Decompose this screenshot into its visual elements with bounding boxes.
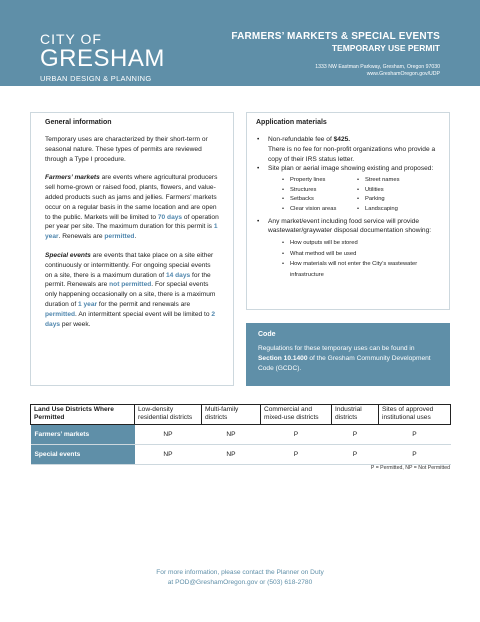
column-header: Land Use Districts Where Permitted: [31, 405, 135, 425]
application-list: [256, 135, 440, 280]
se-text-3: . For special events only happening occasionally on a site, there is a maximum duration of: [45, 281, 216, 308]
table-cell: P: [332, 425, 379, 445]
fm-text-1: are events where agricultural producers sell home-grown or raised food, plants, flowers, and value-added products such as jams and jellies. Farmers’ markets occur on a regular basis in the same location and are open to the public. Markets will be limited to: [45, 174, 218, 221]
column-header: Multi-family districts: [202, 405, 261, 425]
city-logo: [40, 32, 165, 83]
table-cell: NP: [135, 425, 202, 445]
footer-line-2[interactable]: at POD@GreshamOregon.gov or (503) 618-2780: [167, 579, 313, 586]
list-item: • Structures: [282, 186, 357, 196]
application-materials-panel: [246, 112, 450, 310]
list-item: • Parking: [357, 195, 432, 205]
table-cell: P: [332, 445, 379, 465]
logo-gresham: GRESHAM: [40, 45, 165, 72]
row-label: Farmers’ markets: [31, 425, 135, 445]
code-text-1: Regulations for these temporary uses can be found in: [258, 345, 415, 352]
document-title: [231, 31, 440, 53]
farmers-markets-paragraph: [45, 173, 219, 242]
fm-end: .: [134, 233, 137, 241]
se-text-6: per week.: [60, 320, 91, 328]
table-legend: P = Permitted, NP = Not Permitted: [370, 465, 450, 471]
list-item: • How outputs will be stored: [282, 238, 440, 249]
column-header: Commercial and mixed-use districts: [261, 405, 332, 425]
general-intro: Temporary uses are characterized by their short-term or seasonal nature. These types of permits are reviewed through a Type I procedure.: [45, 136, 208, 163]
table-row: [31, 425, 451, 445]
special-events-label: Special events: [45, 251, 91, 259]
code-text: [258, 344, 438, 373]
districts-table: [30, 404, 451, 465]
application-heading: Application materials: [256, 119, 327, 126]
logo-city: CITY OF: [40, 31, 102, 47]
table-header-row: [31, 405, 451, 425]
se-permitted: permitted: [45, 310, 76, 318]
table-cell: NP: [202, 425, 261, 445]
department-name: URBAN DESIGN & PLANNING: [40, 74, 152, 83]
column-header: Industrial districts: [332, 405, 379, 425]
se-text-2: for the permit. Renewals are: [45, 271, 211, 289]
se-2days: 2 days: [45, 310, 216, 328]
fm-text-2: of operation per year per site. The maximum duration for this permit is: [45, 213, 219, 231]
general-information-panel: [30, 112, 234, 386]
se-text-5: . An intermittent special event will be limited to: [75, 310, 212, 318]
table-row: [31, 445, 451, 465]
table-cell: NP: [135, 445, 202, 465]
table-cell: NP: [202, 445, 261, 465]
footer-contact: [0, 568, 480, 588]
farmers-markets-label: Farmers’ markets: [45, 174, 100, 182]
list-item: • Landscaping: [357, 205, 432, 215]
title-sub: TEMPORARY USE PERMIT: [331, 43, 440, 53]
fm-permitted: permitted: [104, 233, 135, 241]
fee-amount: $425.: [333, 136, 351, 143]
list-item: • How materials will not enter the City’s wastewater infrastructure: [282, 259, 440, 280]
table-cell: P: [261, 445, 332, 465]
footer-line-1: For more information, please contact the Planner on Duty: [156, 569, 324, 576]
header-banner: [0, 0, 480, 86]
wastewater-sublist: [268, 238, 440, 280]
fee-prefix: Non-refundable fee of: [268, 136, 334, 143]
address-block: [315, 64, 440, 78]
table-cell: P: [261, 425, 332, 445]
fm-days: 70 days: [157, 213, 183, 221]
column-header: Low-density residential districts: [135, 405, 202, 425]
list-item: • Clear vision areas: [282, 205, 357, 215]
list-item: • What method will be used: [282, 249, 440, 260]
site-plan-item: [256, 164, 440, 214]
list-item: • Setbacks: [282, 195, 357, 205]
code-panel: [246, 323, 450, 386]
general-heading: General information: [45, 119, 112, 126]
se-text-4: for the permit and renewals are: [97, 300, 191, 308]
se-not-permitted: not permitted: [109, 281, 152, 289]
row-label: Special events: [31, 445, 135, 465]
website-link[interactable]: www.GreshamOregon.gov/UDP: [366, 71, 440, 77]
se-days: 14 days: [165, 271, 191, 279]
list-item: • Property lines: [282, 176, 357, 186]
se-text-1: are events that take place on a site either continuously or intermittently. For ongoing special events on a site, there is a maximum duration of: [45, 251, 214, 279]
title-main: FARMERS’ MARKETS & SPECIAL EVENTS: [231, 31, 440, 42]
wastewater-text: Any market/event including food service will provide wastewater/graywater disposal documentation showing:: [268, 217, 432, 235]
list-item: • Utilities: [357, 186, 432, 196]
address: 1333 NW Eastman Parkway, Gresham, Oregon 97030: [315, 64, 440, 70]
fee-note: There is no fee for non-profit organizations who provide a copy of their IRS status letter.: [268, 145, 436, 163]
site-plan-features: [268, 176, 440, 214]
wastewater-item: [256, 217, 440, 281]
list-item: • Street names: [357, 176, 432, 186]
table-cell: P: [379, 425, 451, 445]
fm-year: 1 year: [45, 223, 218, 241]
se-year: 1 year: [78, 300, 98, 308]
code-heading: Code: [258, 331, 276, 338]
fm-text-3: . Renewals are: [58, 233, 105, 241]
fee-item: [256, 135, 440, 164]
code-section: Section 10.1400: [258, 354, 308, 362]
special-events-paragraph: [45, 251, 219, 329]
site-plan-text: Site plan or aerial image showing existing and proposed:: [268, 165, 434, 173]
table-cell: P: [379, 445, 451, 465]
column-header: Sites of approved institutional uses: [379, 405, 451, 425]
code-text-2: of the Gresham Community Development Code (GCDC).: [258, 354, 431, 372]
